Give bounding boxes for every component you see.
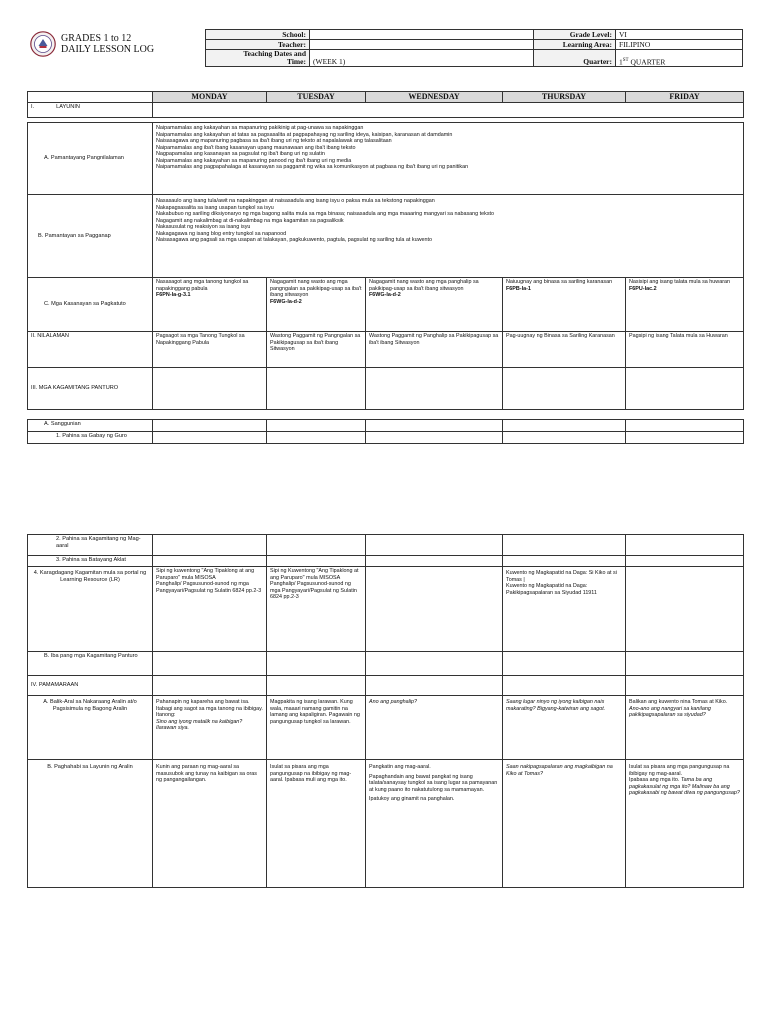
lr-portal-label: 4. Karagdagang Kagamitan mula sa portal ng Learning Resource (LR) [28, 567, 153, 652]
competency-code: F6PN-Ia-g-3.1 [156, 292, 191, 298]
paghahabi-text: Ipabasa ang mga ito. [629, 777, 680, 783]
paghahabi-text: Pangkatin ang mag-aaral. [369, 764, 431, 770]
layunin-num: I. [31, 104, 35, 110]
iba-wednesday[interactable] [366, 652, 503, 676]
sanggunian-tuesday[interactable] [267, 420, 366, 432]
pamantayan-sa-pagganap-label: B. Pamantayan sa Pagganap [28, 195, 153, 278]
balik-aral-wednesday: Ano ang panghalip? [366, 696, 503, 760]
performance-standard-line: Nasasaulo ang isang tula/awit na napakinggan at naisasadula ang isang isyu o paksa mula sa tekstong napakinggan [156, 198, 435, 204]
competency-text: Naiuugnay ang binasa sa sariling karanasan [506, 279, 613, 285]
nilalaman-friday: Pagsipi ng isang Talata mula sa Huwaran [626, 332, 744, 368]
header-info-table [205, 29, 743, 67]
competency-text: Nasisipi ang isang talata mula sa huwaran [629, 279, 730, 285]
quarter-text: QUARTER [628, 57, 666, 66]
gabay-thursday[interactable] [503, 432, 626, 444]
gabay-wednesday[interactable] [366, 432, 503, 444]
kagamitan-monday[interactable] [153, 368, 267, 410]
competency-code: F6PB-Ia-1 [506, 285, 531, 292]
balik-aral-friday [626, 696, 744, 760]
lr-text: Kuwento ng Magkapatid na Daga: Si Kiko at si Tomas | [506, 570, 617, 583]
balik-aral-question: Sino ang iyong matalik na kaibigan? [156, 718, 243, 725]
mag-aaral-wednesday[interactable] [366, 535, 503, 556]
sanggunian-label: A. Sanggunian [28, 420, 153, 432]
pamantayan-sa-pagganap-cell [153, 195, 744, 278]
gabay-monday[interactable] [153, 432, 267, 444]
paghahabi-monday: Kunin ang paraan ng mag-aaral sa masusubok ang tunay na kaibigan sa oras ng pangangailangan. [153, 760, 267, 888]
balik-aral-thursday: Saang lugar ninyo ng iyong kaibigan nais makarating? Bigyang-katwiran ang sagot. [503, 696, 626, 760]
performance-standard-line: Nakapagsasalita sa isang usapan tungkol sa isyu [156, 204, 274, 211]
competency-text: Nasasagot ang mga tanong tungkol sa napakinggang pabula [156, 279, 249, 292]
batayang-aklat-label: 3. Pahina sa Batayang Aklat [28, 556, 153, 567]
sanggunian-thursday[interactable] [503, 420, 626, 432]
lesson-log-table-bottom [27, 534, 744, 888]
mag-aaral-friday[interactable] [626, 535, 744, 556]
content-standard-line: Naipamamalas ang iba't ibang kasanayan upang maunawaan ang iba't ibang teksto [156, 144, 356, 151]
paghahabi-friday [626, 760, 744, 888]
quarter-number: 1 [619, 57, 623, 66]
gabay-friday[interactable] [626, 432, 744, 444]
balik-aral-label: A. Balik-Aral sa Nakaraang Aralin at/o Pagsisimula ng Bagong Aralin [28, 696, 153, 760]
content-standard-line: Naisasagawa ang mapanuring pagbasa sa iba't ibang uri ng teksto at napalalawak ang talasalitaan [156, 138, 392, 144]
layunin-text: LAYUNIN [56, 104, 80, 110]
lr-text: Sipi ng Kuwentong "Ang Tipaklong at ang Paruparo" mula MISOSA [270, 568, 359, 581]
teaching-dates-field[interactable]: (WEEK 1) [310, 50, 534, 67]
content-standard-line: Naipamamalas ang kakayahan sa mapanuring pakikinig at pag-unawa sa napakinggan [156, 125, 364, 131]
lr-friday[interactable] [626, 567, 744, 652]
nilalaman-label: II. NILALAMAN [28, 332, 153, 368]
kasanayan-sa-pagkatuto-label: C. Mga Kasanayan sa Pagkatuto [28, 278, 153, 332]
performance-standard-line: Naisasagawa ang pagsali sa mga usapan at talakayan, pagkukuwento, pagtula, pagsulat ng sariling tula at kuwento [156, 237, 433, 243]
paghahabi-thursday: Saan nakipagsapalaran ang magkaibigan na Kiko at Tomas? [503, 760, 626, 888]
kagamitan-wednesday[interactable] [366, 368, 503, 410]
sanggunian-wednesday[interactable] [366, 420, 503, 432]
layunin-label [28, 103, 153, 118]
pamantayang-pangnilalaman-label: A. Pamantayang Pangnilalaman [28, 123, 153, 195]
kagamitang-mag-aaral-label: 2. Pahina sa Kagamitang ng Mag-aaral [28, 535, 153, 556]
competency-monday [153, 278, 267, 332]
paghahabi-text: Ipatukoy ang ginamit na panghalan. [369, 796, 455, 802]
competency-thursday [503, 278, 626, 332]
content-standard-line: Naipamamalas ang pagpapahalaga at kasanayan sa paggamit ng wika sa komunikasyon at pagbasa ng iba't ibang uri ng panitikan [156, 164, 469, 170]
batayang-wednesday[interactable] [366, 556, 503, 567]
balik-aral-text: Balikan ang kuwento nina Tomas at Kiko. [629, 699, 728, 705]
paghahabi-text: Papaghandain ang bawat pangkat ng isang talata/sanaysay tungkol sa isang lugar sa pamayanan at kung paano ito nakatutulong sa mamamayan. [369, 773, 498, 793]
kagamitan-tuesday[interactable] [267, 368, 366, 410]
pamamaraan-label: IV. PAMAMARAAN [28, 676, 153, 696]
pamamaraan-friday [626, 676, 744, 696]
iba-friday[interactable] [626, 652, 744, 676]
nilalaman-wednesday: Wastong Paggamit ng Panghalip sa Pakikipagusap sa iba't ibang Sitwasyon [366, 332, 503, 368]
batayang-tuesday[interactable] [267, 556, 366, 567]
spacer-row [28, 410, 744, 420]
quarter-label: Quarter: [534, 50, 616, 67]
paghahabi-wednesday [366, 760, 503, 888]
gabay-tuesday[interactable] [267, 432, 366, 444]
lesson-log-table-top [27, 91, 744, 444]
mag-aaral-thursday[interactable] [503, 535, 626, 556]
day-header-wednesday: WEDNESDAY [366, 92, 503, 103]
kagamitan-thursday[interactable] [503, 368, 626, 410]
balik-aral-question: Ilarawan siya. [156, 725, 189, 731]
day-header-friday: FRIDAY [626, 92, 744, 103]
grade-level-label: Grade Level: [534, 30, 616, 40]
pamamaraan-wednesday [366, 676, 503, 696]
competency-wednesday [366, 278, 503, 332]
lr-text: Panghalip/ Pagsusunod-sunod ng mga Pangyayari/Pagsulat ng Sulatin 6824 pp.2-3 [156, 581, 262, 594]
layunin-cell [153, 103, 744, 118]
lr-tuesday [267, 567, 366, 652]
batayang-friday[interactable] [626, 556, 744, 567]
iba-monday[interactable] [153, 652, 267, 676]
quarter-suffix: ST [622, 57, 629, 63]
iba-tuesday[interactable] [267, 652, 366, 676]
pamamaraan-tuesday [267, 676, 366, 696]
mag-aaral-monday[interactable] [153, 535, 267, 556]
school-field[interactable] [310, 30, 534, 40]
paghahabi-text: Isulat sa pisara ang mga pangungusap na ibibigay ng mag-aaral. [629, 764, 730, 777]
performance-standard-line: Nakabubuo ng sariling diksiyonaryo ng mga bagong salita mula sa mga binasa; naisasadula ang mga maaaring mangyari sa nabasang teksto [156, 211, 495, 217]
paghahabi-tuesday: Isulat sa pisara ang mga pangungusap na ibibigay ng mag-aaral. Ipabasa muli ang mga ito. [267, 760, 366, 888]
learning-area-field[interactable]: FILIPINO [616, 40, 743, 50]
nilalaman-monday: Pagsagot sa mga Tanong Tungkol sa Napakinggang Pabula [153, 332, 267, 368]
nilalaman-tuesday: Wastong Paggamit ng Pangngalan sa Pakikipagusap sa iba't ibang Sitwasyon [267, 332, 366, 368]
balik-aral-text: Pahanapin ng kapareha ang bawat isa. Itabagi ang sagot sa mga tanong na ibibigay. Itanong: [156, 699, 263, 718]
batayang-monday[interactable] [153, 556, 267, 567]
lr-text: Sipi ng kuwentong "Ang Tipaklong at ang Paruparo" mula MISOSA [156, 568, 255, 581]
lr-text: Panghalip/ Pagsusunod-sunod ng mga Pangyayari/Pagsulat ng Sulatin 6824 pp.2-3 [270, 581, 357, 600]
content-standard-line: Naipamamalas ang kakayahan at tatas sa pagsasalita at pagpapahayag ng sariling ideya, kaisipan, karanasan at damdamin [156, 131, 453, 138]
competency-code: F6WG-Ia-d-2 [369, 292, 401, 298]
lr-wednesday[interactable] [366, 567, 503, 652]
competency-friday [626, 278, 744, 332]
teacher-field[interactable] [310, 40, 534, 50]
competency-code: F6PU-Iac.2 [629, 285, 657, 292]
performance-standard-line: Nakagagawa ng isang blog entry tungkol sa napanood [156, 230, 287, 237]
iba-thursday[interactable] [503, 652, 626, 676]
iba-pang-kagamitan-label: B. Iba pang mga Kagamitang Panturo [28, 652, 153, 676]
pamantayang-pangnilalaman-cell [153, 123, 744, 195]
day-header-tuesday: TUESDAY [267, 92, 366, 103]
school-label: School: [206, 30, 310, 40]
pamamaraan-monday [153, 676, 267, 696]
competency-text: Nagagamit nang wasto ang mga panghalip sa pakikipag-usap sa iba't ibang sitwasyon [369, 279, 479, 292]
paghahabi-label: B. Paghahabi sa Layunin ng Aralin [28, 760, 153, 888]
day-header-thursday: THURSDAY [503, 92, 626, 103]
sanggunian-monday[interactable] [153, 420, 267, 432]
sanggunian-friday[interactable] [626, 420, 744, 432]
form-title-line1: GRADES 1 to 12 [61, 33, 132, 44]
grade-level-field[interactable]: VI [616, 30, 743, 40]
performance-standard-line: Nakasusulat ng reaksiyon sa isang isyu [156, 224, 251, 230]
learning-area-label: Learning Area: [534, 40, 616, 50]
competency-tuesday [267, 278, 366, 332]
batayang-thursday[interactable] [503, 556, 626, 567]
kagamitang-panturo-label: III. MGA KAGAMITANG PANTURO [28, 368, 153, 410]
form-title [61, 33, 154, 55]
nilalaman-thursday: Pag-uugnay ng Binasa sa Sariling Karanasan [503, 332, 626, 368]
pamamaraan-thursday [503, 676, 626, 696]
teaching-dates-label-line2: Time: [286, 57, 306, 66]
lr-text: Kuwento ng Magkapatid na Daga: Pakikipagsapalaran sa Siyudad 11911 [506, 583, 597, 596]
content-standard-line: Naipamamalas ang kakayahan sa mapanuring panood ng iba't ibang uri ng media [156, 157, 352, 164]
form-title-line2: DAILY LESSON LOG [61, 44, 155, 55]
day-header-monday: MONDAY [153, 92, 267, 103]
teacher-label: Teacher: [206, 40, 310, 50]
performance-standard-line: Nagagamit ang nakalimbag at di-nakalimbag na mga kagamitan sa pagsaliksik [156, 217, 344, 224]
corner-cell [28, 92, 153, 103]
balik-aral-monday [153, 696, 267, 760]
lr-thursday [503, 567, 626, 652]
deped-seal-icon [30, 31, 56, 57]
teaching-dates-label-line1: Teaching Dates and [243, 49, 306, 58]
balik-aral-tuesday: Magpakita ng isang larawan. Kung wala, maaari namang gamitin na lamang ang kapaligiran. Pagawain ng pangungusap tungkol sa larawan. [267, 696, 366, 760]
balik-aral-question: Ano-ano ang nangyari sa kanilang pakikipagsapalaran sa siyudad? [629, 705, 711, 718]
competency-text: Nagagamit nang wasto ang mga pangngalan sa pakikipag-usap sa iba't ibang sitwasyon [270, 279, 362, 298]
competency-code: F6WG-Ia-d-2 [270, 298, 302, 305]
quarter-field[interactable] [616, 50, 743, 67]
teaching-dates-label [206, 50, 310, 67]
mag-aaral-tuesday[interactable] [267, 535, 366, 556]
content-standard-line: Nagpapamalas ang kasanayan sa pagsulat ng iba't ibang uri ng sulatin [156, 151, 325, 157]
kagamitan-friday[interactable] [626, 368, 744, 410]
paghahabi-question: Tama ba ang pagkakasulat ng mga ito? Malinaw ba ang pagkakasabi ng bawat diwa ng pangungusap? [629, 777, 740, 796]
lr-monday [153, 567, 267, 652]
gabay-ng-guro-label: 1. Pahina sa Gabay ng Guro [28, 432, 153, 444]
